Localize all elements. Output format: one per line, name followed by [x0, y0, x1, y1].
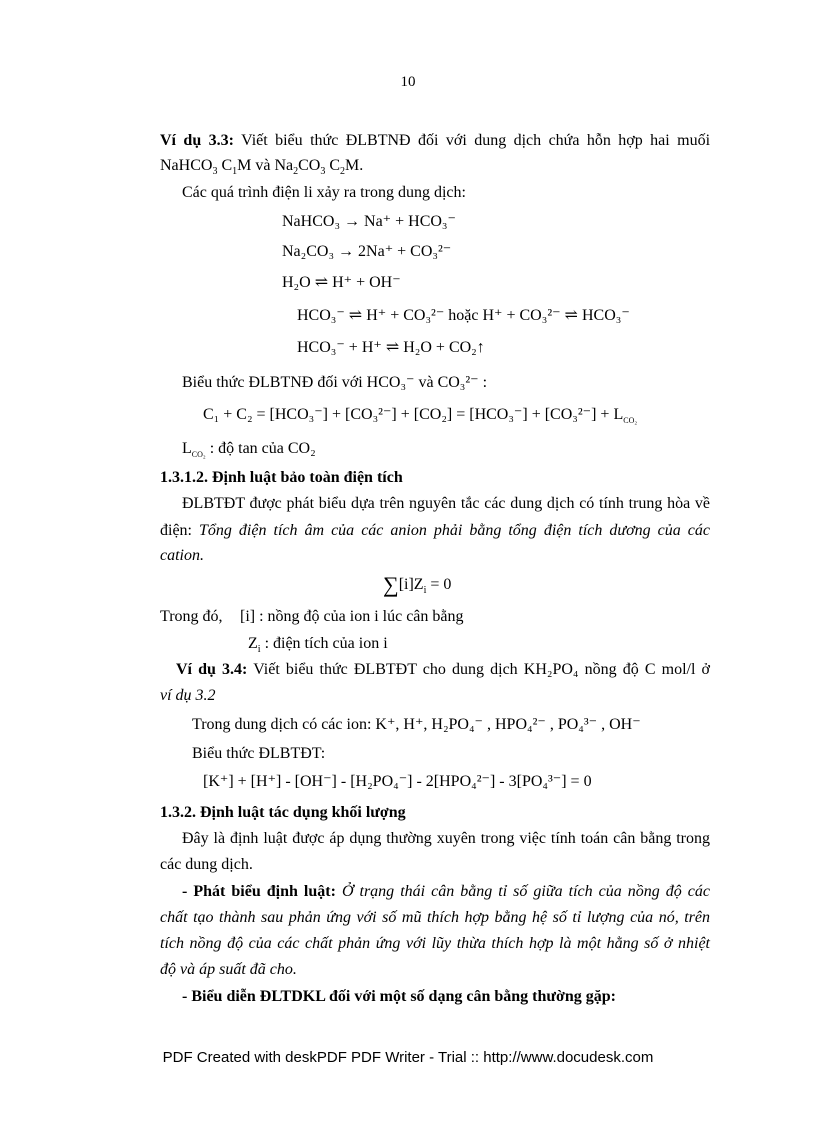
example-3-3-label: Ví dụ 3.3: — [160, 132, 234, 149]
page-number: 10 — [400, 74, 416, 90]
example-3-3-line2: NaHCO$_3$ $C_1M$ và $Na_2CO_3$ $C_2M$. — [160, 157, 364, 178]
where-line-2: $Z_i$ : điện tích của ion i — [248, 635, 388, 656]
law-statement-line1: - Phát biểu định luật: Ở trạng thái cân bằng tỉ số giữa tích của nồng độ các — [182, 883, 711, 900]
section-1312-p1-line2: điện: Tổng điện tích âm của các anion phải bằng tổng điện tích dương của các — [160, 522, 710, 539]
section-132-p1-line1: Đây là định luật được áp dụng thường xuyên trong việc tính toán cân bằng trong — [182, 830, 710, 847]
expression-label: Biểu thức ĐLBTĐT: — [192, 745, 326, 762]
law-statement-line2: chất tạo thành sau phản ứng với số mũ thích hợp bằng hệ số tỉ lượng của nó, trên — [160, 909, 710, 926]
equation-5: HCO₃⁻ + H⁺ ⇌ H₂O + CO₂↑ — [297, 339, 485, 356]
equation-3: H₂O ⇌ H⁺ + OH⁻ — [282, 274, 401, 291]
example-3-4-line1: Ví dụ 3.4: Viết biểu thức ĐLBTĐT cho dung dịch KH₂PO₄ nồng độ C mol/l ở — [176, 661, 710, 678]
section-1312-p1-line3: cation. — [160, 547, 204, 564]
solubility-line: $L_{CO_2}$ : độ tan của CO₂ — [182, 440, 316, 460]
example-3-4-line2: ví dụ 3.2 — [160, 687, 216, 704]
equation-2: Na₂CO₃ → 2Na⁺ + CO₃²⁻ — [282, 243, 452, 260]
section-1312-heading: 1.3.1.2. Định luật bảo toàn điện tích — [160, 469, 403, 486]
charge-balance-formula: $\sum[i]Z_i = 0$ — [383, 572, 452, 597]
balance-intro: Biểu thức ĐLBTNĐ đối với HCO₃⁻ và CO₃²⁻ : — [182, 374, 488, 391]
equation-1: NaHCO₃ → Na⁺ + HCO₃⁻ — [282, 213, 456, 230]
representation-heading: - Biểu diễn ĐLTDKL đối với một số dạng cân bằng thường gặp: — [182, 988, 616, 1005]
example-3-3-text: Viết biểu thức ĐLBTNĐ đối với dung dịch chứa hỗn hợp hai muối — [241, 132, 711, 149]
example-3-4-label: Ví dụ 3.4: — [176, 661, 248, 678]
section-1312-p1-line1: ĐLBTĐT được phát biểu dựa trên nguyên tắc các dung dịch có tính trung hòa về — [182, 495, 710, 512]
pdf-footer: PDF Created with deskPDF PDF Writer - Trial :: http://www.docudesk.com — [162, 1049, 654, 1066]
equation-4: HCO₃⁻ ⇌ H⁺ + CO₃²⁻ hoặc H⁺ + CO₃²⁻ ⇌ HCO₃⁻ — [297, 307, 630, 324]
where-label: Trong đó, — [160, 608, 223, 625]
process-intro: Các quá trình điện li xảy ra trong dung dịch: — [182, 184, 466, 201]
law-statement-line4: độ và áp suất đã cho. — [160, 961, 297, 978]
ions-list: Trong dung dịch có các ion: K⁺, H⁺, H₂PO₄⁻ , HPO₄²⁻ , PO₄³⁻ , OH⁻ — [192, 716, 641, 733]
balance-equation: $C_1 + C_2 = [HCO_3^-] + [CO_3^{2-}] + [CO_2] = [HCO_3^-] + [CO_3^{2-}] + L_{CO_2}$ — [203, 406, 638, 426]
charge-balance-expression: [K⁺] + [H⁺] - [OH⁻] - [H₂PO₄⁻] - 2[HPO₄²⁻] - 3[PO₄³⁻] = 0 — [203, 773, 592, 790]
section-132-p1-line2: các dung dịch. — [160, 856, 253, 873]
law-statement-label: - Phát biểu định luật: — [182, 883, 336, 900]
where-line-1: [i] : nồng độ của ion i lúc cân bằng — [240, 608, 464, 625]
example-3-3-line1 — [160, 131, 710, 151]
section-132-heading: 1.3.2. Định luật tác dụng khối lượng — [160, 804, 406, 821]
law-statement-line3: tích nồng độ của các chất phản ứng với lũy thừa thích hợp là một hằng số ở nhiệt — [160, 935, 710, 952]
